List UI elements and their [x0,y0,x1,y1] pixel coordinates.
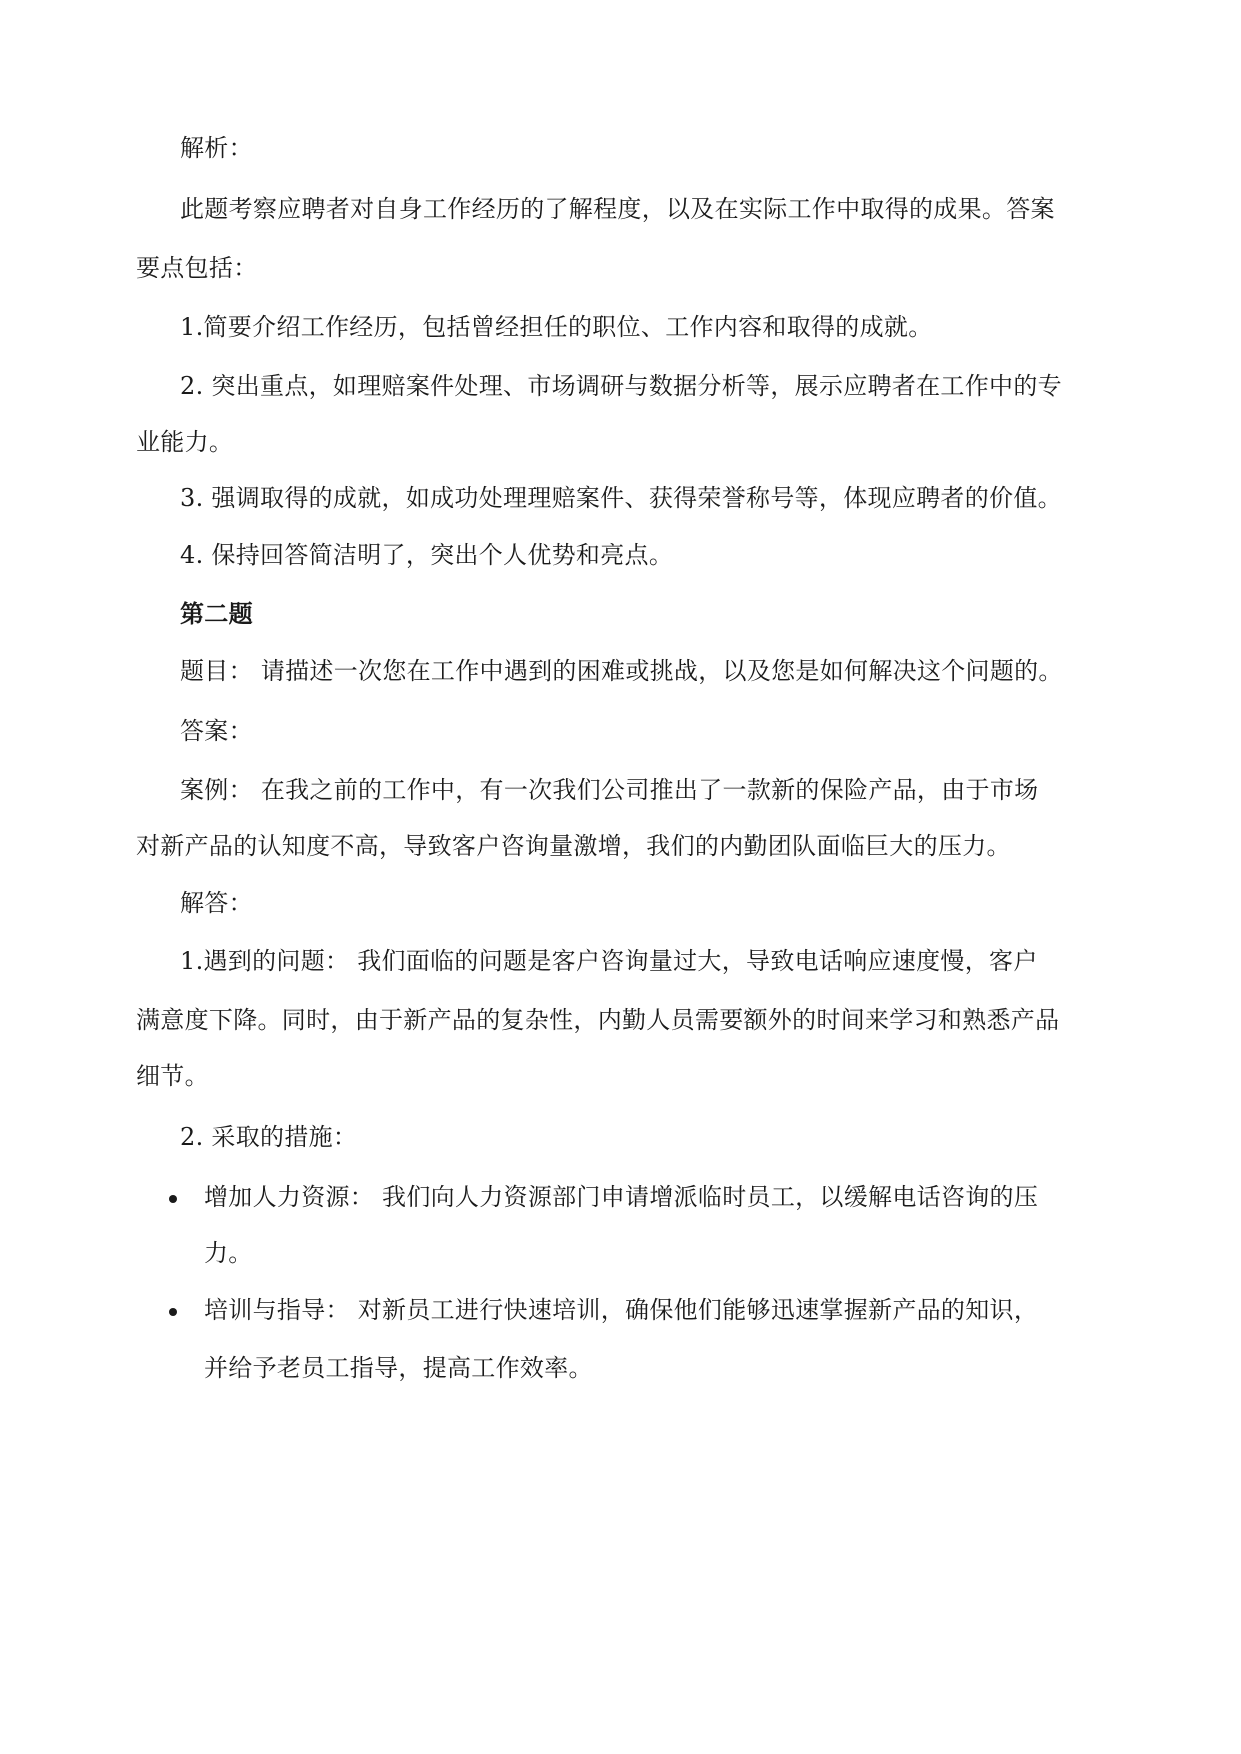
analysis-paragraph-line-2: 要点包括： [136,254,258,282]
case-line-1: 案例： 在我之前的工作中，有一次我们公司推出了一款新的保险产品，由于市场 [180,776,1039,804]
case-line-2: 对新产品的认知度不高，导致客户咨询量激增，我们的内勤团队面临巨大的压力。 [136,832,1011,860]
point-3: 3. 强调取得的成就，如成功处理理赔案件、获得荣誉称号等，体现应聘者的价值。 [180,484,1062,512]
problem-line-3: 细节。 [136,1062,209,1090]
bullet-dot-icon [169,1308,177,1316]
solution-label: 解答： [180,889,253,917]
bullet-1-line-1: 增加人力资源： 我们向人力资源部门申请增派临时员工，以缓解电话咨询的压 [204,1183,1039,1211]
point-2-line-1: 2. 突出重点，如理赔案件处理、市场调研与数据分析等，展示应聘者在工作中的专 [180,372,1062,400]
bullet-dot-icon [169,1195,177,1203]
analysis-paragraph-line-1: 此题考察应聘者对自身工作经历的了解程度，以及在实际工作中取得的成果。答案 [180,195,1055,223]
question: 题目： 请描述一次您在工作中遇到的困难或挑战，以及您是如何解决这个问题的。 [180,657,1063,685]
point-1: 1.简要介绍工作经历，包括曾经担任的职位、工作内容和取得的成就。 [180,313,933,341]
analysis-label: 解析： [180,134,253,162]
section-title: 第二题 [180,599,253,628]
point-4: 4. 保持回答简洁明了，突出个人优势和亮点。 [180,541,674,569]
bullet-2-line-1: 培训与指导： 对新员工进行快速培训，确保他们能够迅速掌握新产品的知识， [204,1296,1039,1324]
answer-label: 答案： [180,717,253,745]
point-2-line-2: 业能力。 [136,428,234,456]
bullet-2-line-2: 并给予老员工指导，提高工作效率。 [204,1354,593,1382]
bullet-1-line-2: 力。 [204,1239,253,1267]
measures-label: 2. 采取的措施： [180,1123,358,1151]
problem-line-2: 满意度下降。同时，由于新产品的复杂性，内勤人员需要额外的时间来学习和熟悉产品 [136,1006,1060,1034]
problem-line-1: 1.遇到的问题： 我们面临的问题是客户咨询量过大，导致电话响应速度慢，客户 [180,947,1038,975]
